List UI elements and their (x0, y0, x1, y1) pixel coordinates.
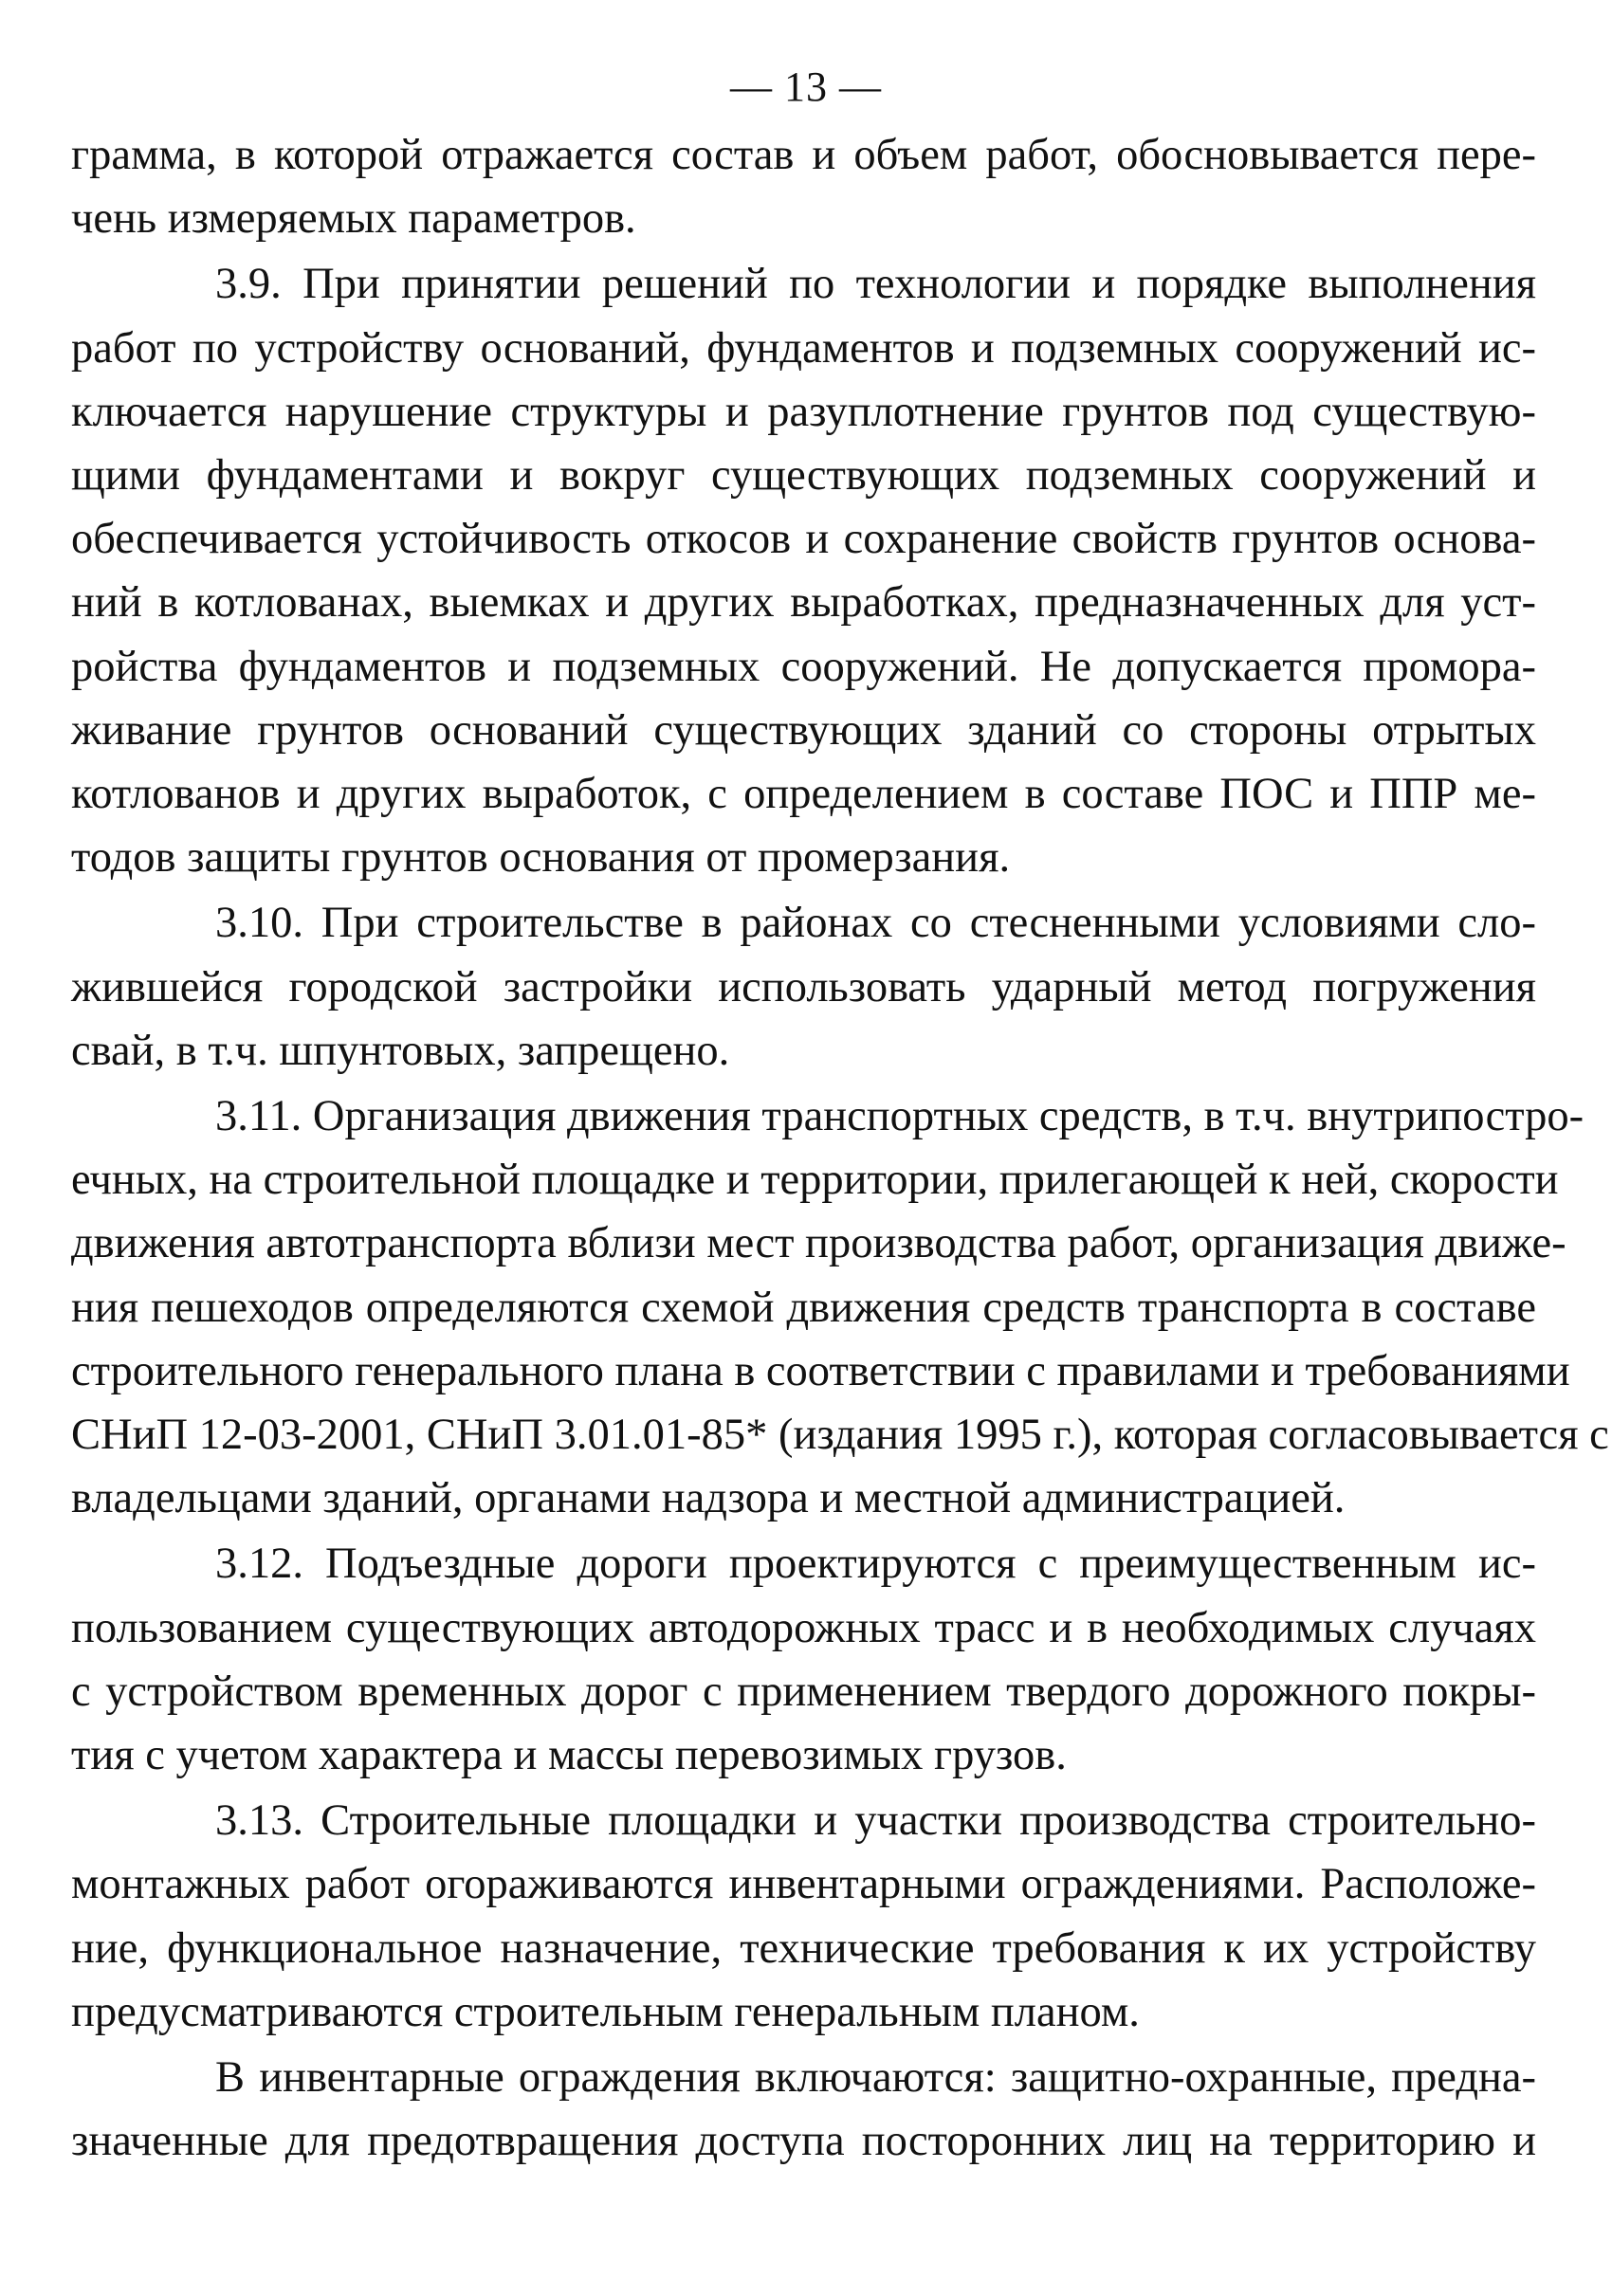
text-line: тия с учетом характера и массы перевозимых грузов. (71, 1731, 1067, 1780)
text-line: живание грунтов оснований существующих зданий со стороны отрытых (71, 705, 1536, 755)
text-line: ключается нарушение структуры и разуплотнение грунтов под существую- (71, 387, 1536, 436)
text-line: 3.10. При строительстве в районах со стесненными условиями сло- (215, 899, 1536, 948)
text-line: с устройством временных дорог с применением твердого дорожного покры- (71, 1667, 1536, 1716)
text-line: обеспечивается устойчивость откосов и сохранение свойств грунтов основа- (71, 515, 1536, 564)
text-line: значенные для предотвращения доступа посторонних лиц на территорию и (71, 2117, 1536, 2166)
text-line: чень измеряемых параметров. (71, 194, 636, 244)
text-line: ний в котлованах, выемках и других выработках, предназначенных для уст- (71, 578, 1536, 628)
text-line: строительного генерального плана в соответствии с правилами и требованиями (71, 1346, 1570, 1395)
paragraph (71, 1532, 1536, 1787)
text-line: В инвентарные ограждения включаются: защитно-охранные, предна- (215, 2053, 1536, 2103)
text-line: котлованов и других выработок, с определением в составе ПОС и ППР ме- (71, 770, 1536, 819)
text-line: ройства фундаментов и подземных сооружений. Не допускается проморa- (71, 642, 1536, 691)
paragraph (71, 1084, 1609, 1530)
document-body (71, 123, 1609, 2174)
text-line: ния пешеходов определяются схемой движения средств транспорта в составе (71, 1283, 1536, 1332)
text-line: ние, функциональное назначение, технические требования к их устройству (71, 1923, 1536, 1973)
text-line: пользованием существующих автодорожных трасс и в необходимых случаях (71, 1603, 1536, 1652)
text-line: СНиП 12-03-2001, СНиП 3.01.01-85* (издания 1995 г.), которая согласовывается с (71, 1411, 1609, 1460)
text-line: ечных, на строительной площадке и территории, прилегающей к ней, скорости (71, 1156, 1559, 1205)
paragraph (71, 252, 1536, 889)
text-line: монтажных работ огораживаются инвентарными ограждениями. Расположе- (71, 1860, 1536, 1909)
text-line: жившейся городской застройки использовать ударный метод погружения (71, 962, 1536, 1011)
text-line: 3.12. Подъездные дороги проектируются с преимущественным ис- (215, 1540, 1536, 1589)
text-line: тодов защиты грунтов основания от промерзания. (71, 833, 1011, 883)
text-line: 3.11. Организация движения транспортных средств, в т.ч. внутрипостро- (215, 1092, 1585, 1141)
text-line: грамма, в которой отражается состав и объем работ, обосновывается пере- (71, 131, 1536, 179)
text-line: 3.9. При принятии решений по технологии и порядке выполнения (215, 260, 1536, 309)
text-line: свай, в т.ч. шпунтовых, запрещено. (71, 1026, 730, 1075)
text-line: щими фундаментами и вокруг существующих подземных сооружений и (71, 451, 1536, 501)
text-line: предусматриваются строительным генеральным планом. (71, 1987, 1140, 2036)
paragraph (71, 891, 1536, 1083)
text-line: владельцами зданий, органами надзора и местной администрацией. (71, 1474, 1346, 1523)
paragraph (71, 2046, 1536, 2173)
paragraph (71, 1789, 1536, 2044)
text-line: 3.13. Строительные площадки и участки производства строительно- (215, 1796, 1536, 1846)
text-line: работ по устройству оснований, фундаментов и подземных сооружений ис- (71, 323, 1536, 373)
text-line: движения автотранспорта вблизи мест производства работ, организация движе- (71, 1219, 1566, 1268)
page-number: — 13 — (730, 64, 882, 110)
paragraph (71, 123, 1536, 250)
